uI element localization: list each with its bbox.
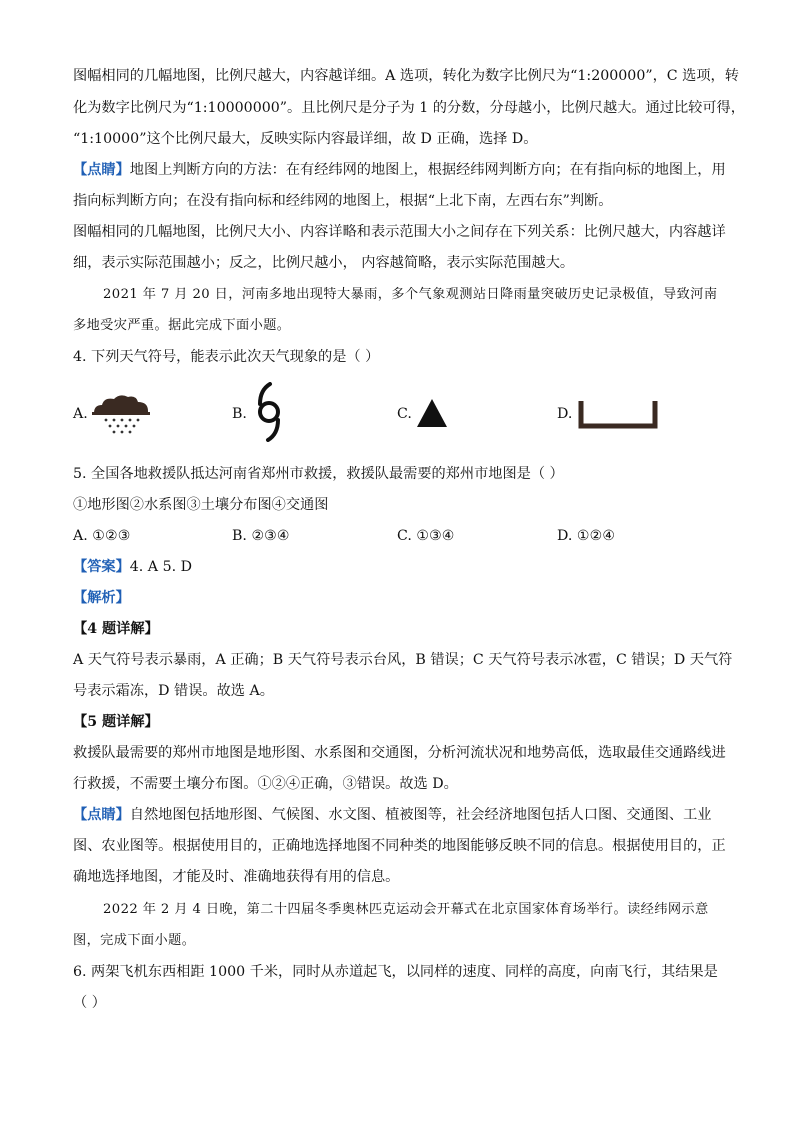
frost-symbol-icon (578, 401, 658, 429)
question-5-items: ①地形图②水系图③土壤分布图④交通图 (73, 497, 329, 513)
answer-text: 4. A 5. D (129, 559, 192, 575)
text-line: 图幅相同的几幅地图，比例尺大小、内容详略和表示范围大小之间存在下列关系：比例尺越大，内容越详 (73, 224, 726, 240)
material-text: 多地受灾严重。据此完成下面小题。 (73, 318, 291, 333)
option-b-label: B. (232, 406, 247, 422)
rainstorm-symbol-icon (90, 393, 154, 435)
question-5: 5. 全国各地救援队抵达河南省郑州市救援，救援队最需要的郑州市地图是（ ） (73, 466, 564, 482)
tip-text: 地图上判断方向的方法：在有经纬网的地图上，根据经纬网判断方向；在有指向标的地图上，用 (129, 162, 726, 178)
option-c: C. ①③④ (397, 528, 455, 544)
tip-tag: 【点睛】 (73, 807, 130, 823)
detail-5-heading: 【5 题详解】 (73, 714, 159, 730)
analysis-tag (73, 588, 723, 608)
text-line: 图幅相同的几幅地图，比例尺越大，内容越详细。A 选项，转化为数字比例尺为“1:200000”，C 选项，转 (73, 68, 739, 84)
text-line: 图、农业图等。根据使用目的，正确地选择地图不同种类的地图能够反映不同的信息。根据使用目的，正 (73, 838, 726, 854)
option-b: B. ②③④ (232, 528, 290, 544)
tip-tag: 【点睛】 (73, 162, 130, 178)
detail-4-heading: 【4 题详解】 (73, 621, 159, 637)
typhoon-symbol-icon (252, 382, 286, 442)
text-line (73, 160, 726, 180)
answer-line (73, 557, 723, 577)
text-line: 细，表示实际范围越小；反之，比例尺越小， 内容越简略，表示实际范围越大。 (73, 255, 575, 271)
text-line: 号表示霜冻，D 错误。故选 A。 (73, 683, 274, 699)
material-text: 图，完成下面小题。 (73, 933, 196, 948)
answer-tag: 【答案】 (73, 559, 130, 575)
option-a-label: A. (73, 406, 88, 422)
question-4: 4. 下列天气符号，能表示此次天气现象的是（ ） (73, 349, 380, 365)
text-line: 救援队最需要的郑州市地图是地形图、水系图和交通图，分析河流状况和地势高低，选取最佳交通路线进 (73, 745, 726, 761)
material-text: 2021 年 7 月 20 日，河南多地出现特大暴雨，多个气象观测站日降雨量突破历史记录极值，导致河南 (103, 287, 718, 302)
text-line (73, 805, 723, 825)
hail-triangle-icon (416, 398, 448, 428)
question-6-bracket: （ ） (73, 995, 106, 1011)
option-c-label: C. (397, 406, 412, 422)
question-6: 6. 两架飞机东西相距 1000 千米，同时从赤道起飞，以同样的速度、同样的高度，向南飞行，其结果是 (73, 964, 718, 980)
text-line: 指向标判断方向；在没有指向标和经纬网的地图上，根据“上北下南，左西右东”判断。 (73, 193, 613, 209)
option-d: D. ①②④ (557, 528, 616, 544)
text-line: “1:10000”这个比例尺最大，反映实际内容最详细，故 D 正确，选择 D。 (73, 131, 538, 147)
option-a: A. ①②③ (73, 528, 131, 544)
text-line: 化为数字比例尺为“1:10000000”。且比例尺是分子为 1 的分数，分母越小，比例尺越大。通过比较可得， (73, 100, 745, 116)
analysis-label: 【解析】 (73, 590, 130, 606)
tip-text: 自然地图包括地形图、气候图、水文图、植被图等，社会经济地图包括人口图、交通图、工业 (129, 807, 712, 823)
text-line: 行救援，不需要土壤分布图。①②④正确，③错误。故选 D。 (73, 776, 458, 792)
text-line: A 天气符号表示暴雨，A 正确；B 天气符号表示台风，B 错误；C 天气符号表示冰雹，C 错误；D 天气符 (73, 652, 733, 668)
text-line: 确地选择地图，才能及时、准确地获得有用的信息。 (73, 869, 400, 885)
material-text: 2022 年 2 月 4 日晚，第二十四届冬季奥林匹克运动会开幕式在北京国家体育场举行。读经纬网示意 (103, 902, 709, 917)
option-d-label: D. (557, 406, 573, 422)
